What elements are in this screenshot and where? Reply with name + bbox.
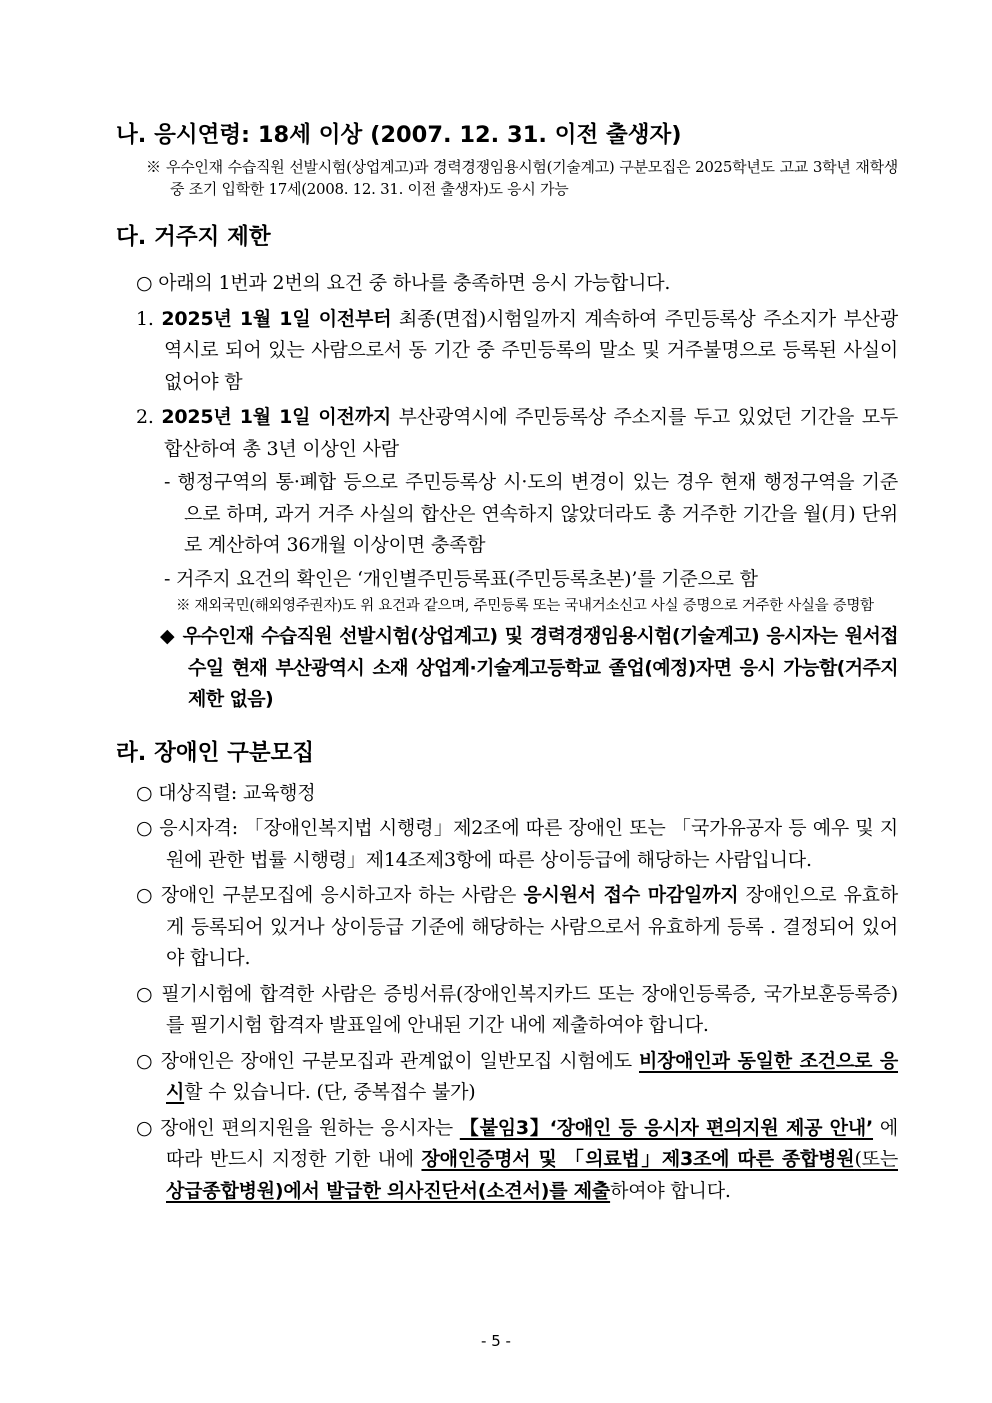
item-number: 2. bbox=[136, 406, 154, 428]
residence-dash-1: - 행정구역의 통·폐합 등으로 주민등록상 시·도의 변경이 있는 경우 현재 행정구역을 기준으로 하며, 과거 거주 사실의 합산은 연속하지 않았더라도 총 거주한 기간을 월(月) 단위로 계산하여 36개월 이상이면 충족함 bbox=[164, 471, 898, 556]
age-note: ※ 우수인재 수습직원 선발시험(상업계고)과 경력경쟁임용시험(기술계고) 구분모집은 2025학년도 고교 3학년 재학생 중 조기 입학한 17세(2008. 12. 31. 이전 출생자)도 응시 가능 bbox=[146, 158, 898, 198]
item-bold-date: 2025년 1월 1일 이전부터 bbox=[161, 307, 392, 330]
residence-note: ※ 재외국민(해외영주권자)도 위 요건과 같으며, 주민등록 또는 국내거소신고 사실 증명으로 거주한 사실을 증명함 bbox=[176, 598, 874, 614]
page-number: - 5 - bbox=[481, 1332, 511, 1350]
disability-p2: ○ 응시자격: 「장애인복지법 시행령」제2조에 따른 장애인 또는 「국가유공자 등 예우 및 지원에 관한 법률 시행령」제14조제3항에 따른 상이등급에 해당하는 사람입니다. bbox=[136, 817, 898, 871]
section-heading-disability: 라. 장애인 구분모집 bbox=[116, 739, 315, 766]
disability-p5: ○ 장애인은 장애인 구분모집과 관계없이 일반모집 시험에도 비장애인과 동일한 조건으로 응시할 수 있습니다. (단, 중복접수 불가) bbox=[136, 1049, 899, 1103]
equal-condition-emphasis: 비장애인과 동일한 조건으로 응시 bbox=[166, 1049, 899, 1103]
diagnosis-emphasis: 상급종합병원)에서 발급한 의사진단서(소견서)를 제출 bbox=[166, 1179, 611, 1202]
disability-p4: ○ 필기시험에 합격한 사람은 증빙서류(장애인복지카드 또는 장애인등록증, 국가보훈등록증)를 필기시험 합격자 발표일에 안내된 기간 내에 제출하여야 합니다. bbox=[136, 982, 898, 1036]
residence-item-1 bbox=[116, 304, 898, 399]
attachment-reference: 【붙임3】‘장애인 등 응시자 편의지원 제공 안내’ bbox=[459, 1116, 874, 1139]
deadline-emphasis: 응시원서 접수 마감일까지 bbox=[523, 884, 739, 906]
item-text: 부산광역시에 주민등록상 주소지를 두고 있었던 기간을 모두 합산하여 총 3년 이상인 사람 bbox=[164, 406, 898, 460]
item-number: 1. bbox=[136, 307, 154, 330]
section-heading-age: 나. 응시연령: 18세 이상 (2007. 12. 31. 이전 출생자) bbox=[116, 122, 682, 148]
item-bold-date: 2025년 1월 1일 이전까지 bbox=[161, 406, 392, 428]
disability-p3: ○ 장애인 구분모집에 응시하고자 하는 사람은 응시원서 접수 마감일까지 장애인으로 유효하게 등록되어 있거나 상이등급 기준에 해당하는 사람으로서 유효하게 등록 . 결정되어 있어야 합니다. bbox=[136, 884, 898, 969]
residence-item-2 bbox=[116, 402, 898, 465]
disability-p1: ○ 대상직렬: 교육행정 bbox=[136, 781, 316, 804]
residence-dash-2: - 거주지 요건의 확인은 ‘개인별주민등록표(주민등록초본)’를 기준으로 함 bbox=[164, 567, 758, 590]
section-heading-residence: 다. 거주지 제한 bbox=[116, 224, 271, 250]
item-text: 최종(면접)시험일까지 계속하여 주민등록상 주소지가 부산광역시로 되어 있는 사람으로서 동 기간 중 주민등록의 말소 및 거주불명으로 등록된 사실이 없어야 함 bbox=[164, 307, 898, 393]
certificate-emphasis: 장애인증명서 및 「의료법」제3조에 따른 종합병원 bbox=[421, 1148, 855, 1170]
residence-intro: ○ 아래의 1번과 2번의 요건 중 하나를 충족하면 응시 가능합니다. bbox=[136, 272, 671, 294]
residence-exception: ◆ 우수인재 수습직원 선발시험(상업계고) 및 경력경쟁임용시험(기술계고) 응시자는 원서접수일 현재 부산광역시 소재 상업계·기술계고등학교 졸업(예정)자면 응시 가능함(거주지 제한 없음) bbox=[160, 625, 898, 710]
disability-p6: ○ 장애인 편의지원을 원하는 응시자는 【붙임3】‘장애인 등 응시자 편의지원 제공 안내’ 에 따라 반드시 지정한 기한 내에 장애인증명서 및 「의료법」제3조에 따른 종합병원(또는 상급종합병원)에서 발급한 의사진단서(소견서)를 제출하여야 합니다. bbox=[136, 1116, 898, 1202]
